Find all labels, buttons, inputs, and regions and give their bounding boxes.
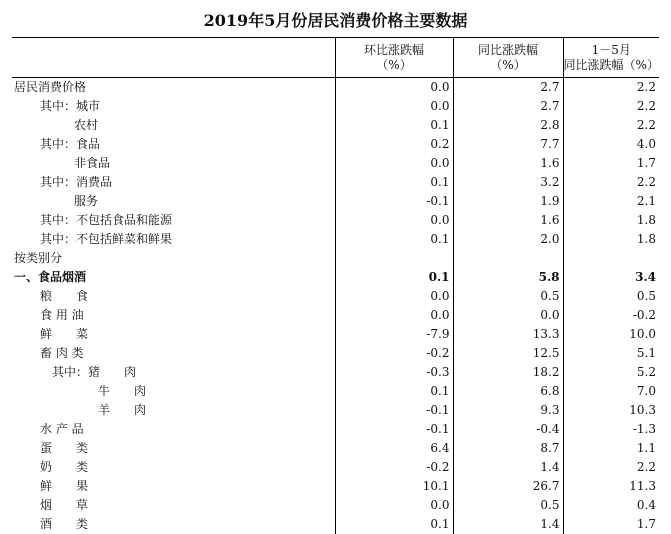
table-row xyxy=(12,173,659,192)
row-value-yoy: 9.3 xyxy=(453,401,563,420)
header-yoy: 同比涨跌幅 （%） xyxy=(453,38,563,78)
table-row xyxy=(12,382,659,401)
row-value-yoy: 1.9 xyxy=(453,192,563,211)
row-value-yoy: 8.7 xyxy=(453,439,563,458)
row-value-yoy: 0.5 xyxy=(453,496,563,515)
row-label: 酒 类 xyxy=(12,515,335,534)
row-label: 其中：不包括食品和能源 xyxy=(12,211,335,230)
row-value-ytd: 2.2 xyxy=(563,97,659,116)
header-ytd: 1－5月 同比涨跌幅（%） xyxy=(563,38,659,78)
page-title: 2019年5月份居民消费价格主要数据 xyxy=(0,8,671,31)
row-value-yoy: 6.8 xyxy=(453,382,563,401)
row-value-ytd: 2.2 xyxy=(563,173,659,192)
row-value-yoy: 3.2 xyxy=(453,173,563,192)
table-row xyxy=(12,344,659,363)
row-value-mom: 0.0 xyxy=(335,306,453,325)
row-value-ytd: 11.3 xyxy=(563,477,659,496)
row-value-mom xyxy=(335,249,453,268)
table-row xyxy=(12,439,659,458)
cpi-table xyxy=(12,37,659,534)
row-value-mom: -0.1 xyxy=(335,420,453,439)
table-row xyxy=(12,116,659,135)
row-value-ytd: 4.0 xyxy=(563,135,659,154)
row-value-yoy: 5.8 xyxy=(453,268,563,287)
row-value-mom: 0.1 xyxy=(335,382,453,401)
row-value-mom: 0.0 xyxy=(335,97,453,116)
row-value-yoy: 1.4 xyxy=(453,515,563,534)
table-row xyxy=(12,211,659,230)
row-value-mom: 0.1 xyxy=(335,173,453,192)
row-value-mom: -7.9 xyxy=(335,325,453,344)
row-value-ytd: -0.2 xyxy=(563,306,659,325)
table-body xyxy=(12,78,659,534)
row-value-ytd: 3.4 xyxy=(563,268,659,287)
row-value-ytd: 7.0 xyxy=(563,382,659,401)
row-value-mom: 0.2 xyxy=(335,135,453,154)
table-row xyxy=(12,420,659,439)
row-value-ytd: 2.2 xyxy=(563,116,659,135)
row-value-ytd: 2.1 xyxy=(563,192,659,211)
row-label: 畜 肉 类 xyxy=(12,344,335,363)
table-row xyxy=(12,496,659,515)
row-label: 按类别分 xyxy=(12,249,335,268)
table-row xyxy=(12,78,659,98)
row-label: 鲜 菜 xyxy=(12,325,335,344)
row-value-ytd: 1.7 xyxy=(563,154,659,173)
row-value-mom: 0.0 xyxy=(335,154,453,173)
table-row xyxy=(12,306,659,325)
row-value-mom: 6.4 xyxy=(335,439,453,458)
row-label: 牛 肉 xyxy=(12,382,335,401)
table-row xyxy=(12,268,659,287)
row-value-yoy: -0.4 xyxy=(453,420,563,439)
table-row xyxy=(12,477,659,496)
row-value-mom: 0.0 xyxy=(335,211,453,230)
row-value-mom: 0.1 xyxy=(335,268,453,287)
row-value-yoy: 2.7 xyxy=(453,78,563,98)
row-label: 非食品 xyxy=(12,154,335,173)
row-label: 水 产 品 xyxy=(12,420,335,439)
row-value-ytd: 10.3 xyxy=(563,401,659,420)
row-value-yoy: 7.7 xyxy=(453,135,563,154)
row-label: 其中：不包括鲜菜和鲜果 xyxy=(12,230,335,249)
row-value-mom: 0.0 xyxy=(335,287,453,306)
row-value-mom: 10.1 xyxy=(335,477,453,496)
row-value-yoy xyxy=(453,249,563,268)
row-value-yoy: 18.2 xyxy=(453,363,563,382)
row-label: 其中：消费品 xyxy=(12,173,335,192)
row-value-yoy: 0.0 xyxy=(453,306,563,325)
table-row xyxy=(12,154,659,173)
row-value-mom: -0.2 xyxy=(335,344,453,363)
table-row xyxy=(12,192,659,211)
row-value-ytd: 1.8 xyxy=(563,211,659,230)
table-header-row xyxy=(12,38,659,78)
row-value-yoy: 26.7 xyxy=(453,477,563,496)
row-value-yoy: 1.6 xyxy=(453,211,563,230)
row-value-mom: -0.1 xyxy=(335,401,453,420)
row-value-yoy: 12.5 xyxy=(453,344,563,363)
row-value-mom: 0.1 xyxy=(335,515,453,534)
row-label: 其中：猪 肉 xyxy=(12,363,335,382)
header-label-col xyxy=(12,38,335,78)
row-label: 服务 xyxy=(12,192,335,211)
header-mom: 环比涨跌幅 （%） xyxy=(335,38,453,78)
row-value-mom: -0.3 xyxy=(335,363,453,382)
row-value-yoy: 1.4 xyxy=(453,458,563,477)
row-value-yoy: 2.0 xyxy=(453,230,563,249)
table-row xyxy=(12,515,659,534)
row-label: 农村 xyxy=(12,116,335,135)
row-value-ytd: 0.5 xyxy=(563,287,659,306)
row-label: 食 用 油 xyxy=(12,306,335,325)
row-value-ytd: 1.1 xyxy=(563,439,659,458)
row-value-mom: 0.1 xyxy=(335,116,453,135)
row-value-ytd xyxy=(563,249,659,268)
table-row xyxy=(12,249,659,268)
row-value-mom: -0.2 xyxy=(335,458,453,477)
row-value-ytd: 1.8 xyxy=(563,230,659,249)
table-row xyxy=(12,287,659,306)
table-row xyxy=(12,458,659,477)
table-row xyxy=(12,230,659,249)
row-label: 一、食品烟酒 xyxy=(12,268,335,287)
row-value-yoy: 0.5 xyxy=(453,287,563,306)
row-value-ytd: 5.1 xyxy=(563,344,659,363)
row-label: 蛋 类 xyxy=(12,439,335,458)
row-value-yoy: 2.7 xyxy=(453,97,563,116)
row-value-ytd: 1.7 xyxy=(563,515,659,534)
row-value-ytd: 0.4 xyxy=(563,496,659,515)
row-value-ytd: -1.3 xyxy=(563,420,659,439)
row-label: 居民消费价格 xyxy=(12,78,335,98)
row-value-mom: -0.1 xyxy=(335,192,453,211)
row-value-yoy: 1.6 xyxy=(453,154,563,173)
row-value-mom: 0.0 xyxy=(335,78,453,98)
row-value-ytd: 2.2 xyxy=(563,78,659,98)
row-value-yoy: 13.3 xyxy=(453,325,563,344)
row-value-yoy: 2.8 xyxy=(453,116,563,135)
row-label: 奶 类 xyxy=(12,458,335,477)
row-label: 其中：食品 xyxy=(12,135,335,154)
row-value-mom: 0.1 xyxy=(335,230,453,249)
row-label: 其中：城市 xyxy=(12,97,335,116)
table-row xyxy=(12,135,659,154)
table-row xyxy=(12,363,659,382)
row-value-ytd: 5.2 xyxy=(563,363,659,382)
row-label: 粮 食 xyxy=(12,287,335,306)
row-label: 鲜 果 xyxy=(12,477,335,496)
table-row xyxy=(12,325,659,344)
table-row xyxy=(12,97,659,116)
row-label: 羊 肉 xyxy=(12,401,335,420)
row-value-ytd: 10.0 xyxy=(563,325,659,344)
row-value-ytd: 2.2 xyxy=(563,458,659,477)
table-row xyxy=(12,401,659,420)
row-label: 烟 草 xyxy=(12,496,335,515)
row-value-mom: 0.0 xyxy=(335,496,453,515)
